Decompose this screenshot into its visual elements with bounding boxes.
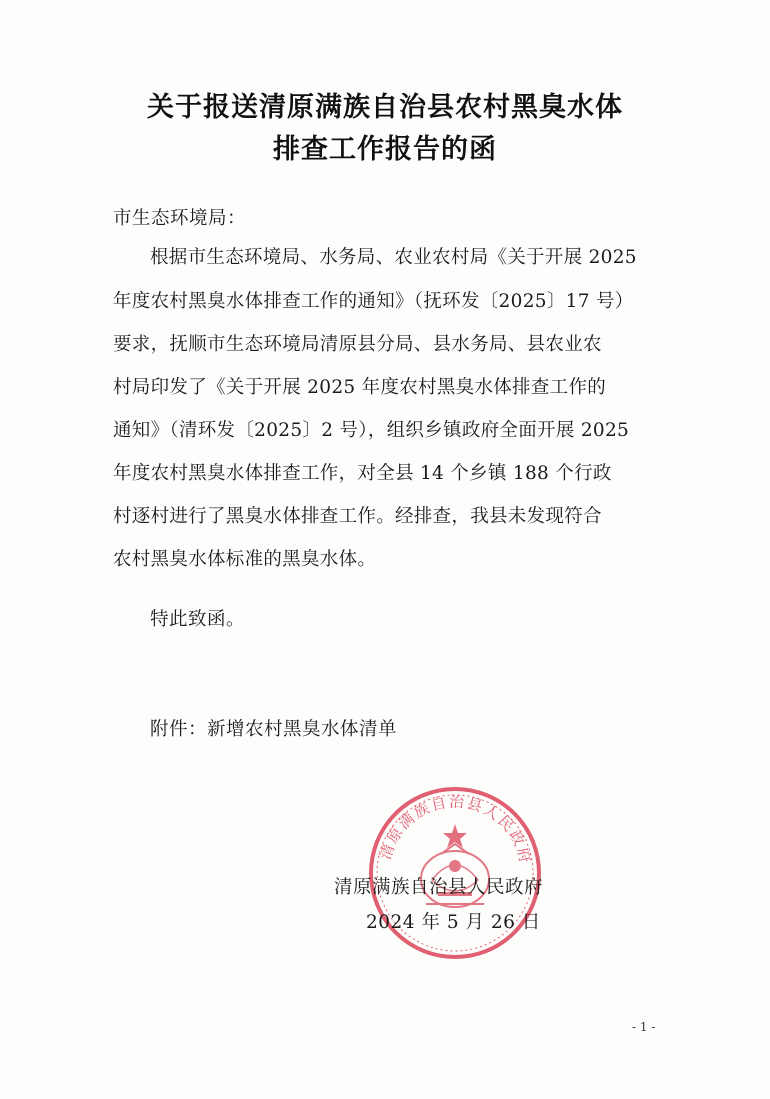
page-number: - 1 - bbox=[632, 1020, 656, 1034]
body-line: 村逐村进行了黑臭水体排查工作。经排查，我县未发现符合 bbox=[113, 506, 602, 527]
attachment-line: 附件：新增农村黑臭水体清单 bbox=[150, 719, 398, 740]
body-line: 通知》（清环发〔2025〕2 号），组织乡镇政府全面开展 2025 bbox=[113, 420, 630, 441]
document-title-line-1: 关于报送清原满族自治县农村黑臭水体 bbox=[147, 92, 623, 123]
body-line: 年度农村黑臭水体排查工作，对全县 14 个乡镇 188 个行政 bbox=[113, 463, 612, 484]
body-line: 要求，抚顺市生态环境局清原县分局、县水务局、县农业农 bbox=[113, 334, 602, 355]
signature-date: 2024 年 5 月 26 日 bbox=[366, 912, 541, 933]
signature-organization: 清原满族自治县人民政府 bbox=[334, 877, 544, 898]
body-line: 农村黑臭水体标准的黑臭水体。 bbox=[113, 549, 377, 570]
salutation: 市生态环境局： bbox=[113, 208, 247, 229]
body-line: 年度农村黑臭水体排查工作的通知》（抚环发〔2025〕17 号） bbox=[113, 291, 634, 312]
body-line: 根据市生态环境局、水务局、农业农村局《关于开展 2025 bbox=[150, 247, 637, 268]
seal-text: 清原满族自治县人民政府 bbox=[376, 792, 535, 867]
closing-remark: 特此致函。 bbox=[150, 609, 246, 630]
document-title-line-2: 排查工作报告的函 bbox=[273, 134, 497, 165]
body-line: 村局印发了《关于开展 2025 年度农村黑臭水体排查工作的 bbox=[113, 377, 607, 398]
